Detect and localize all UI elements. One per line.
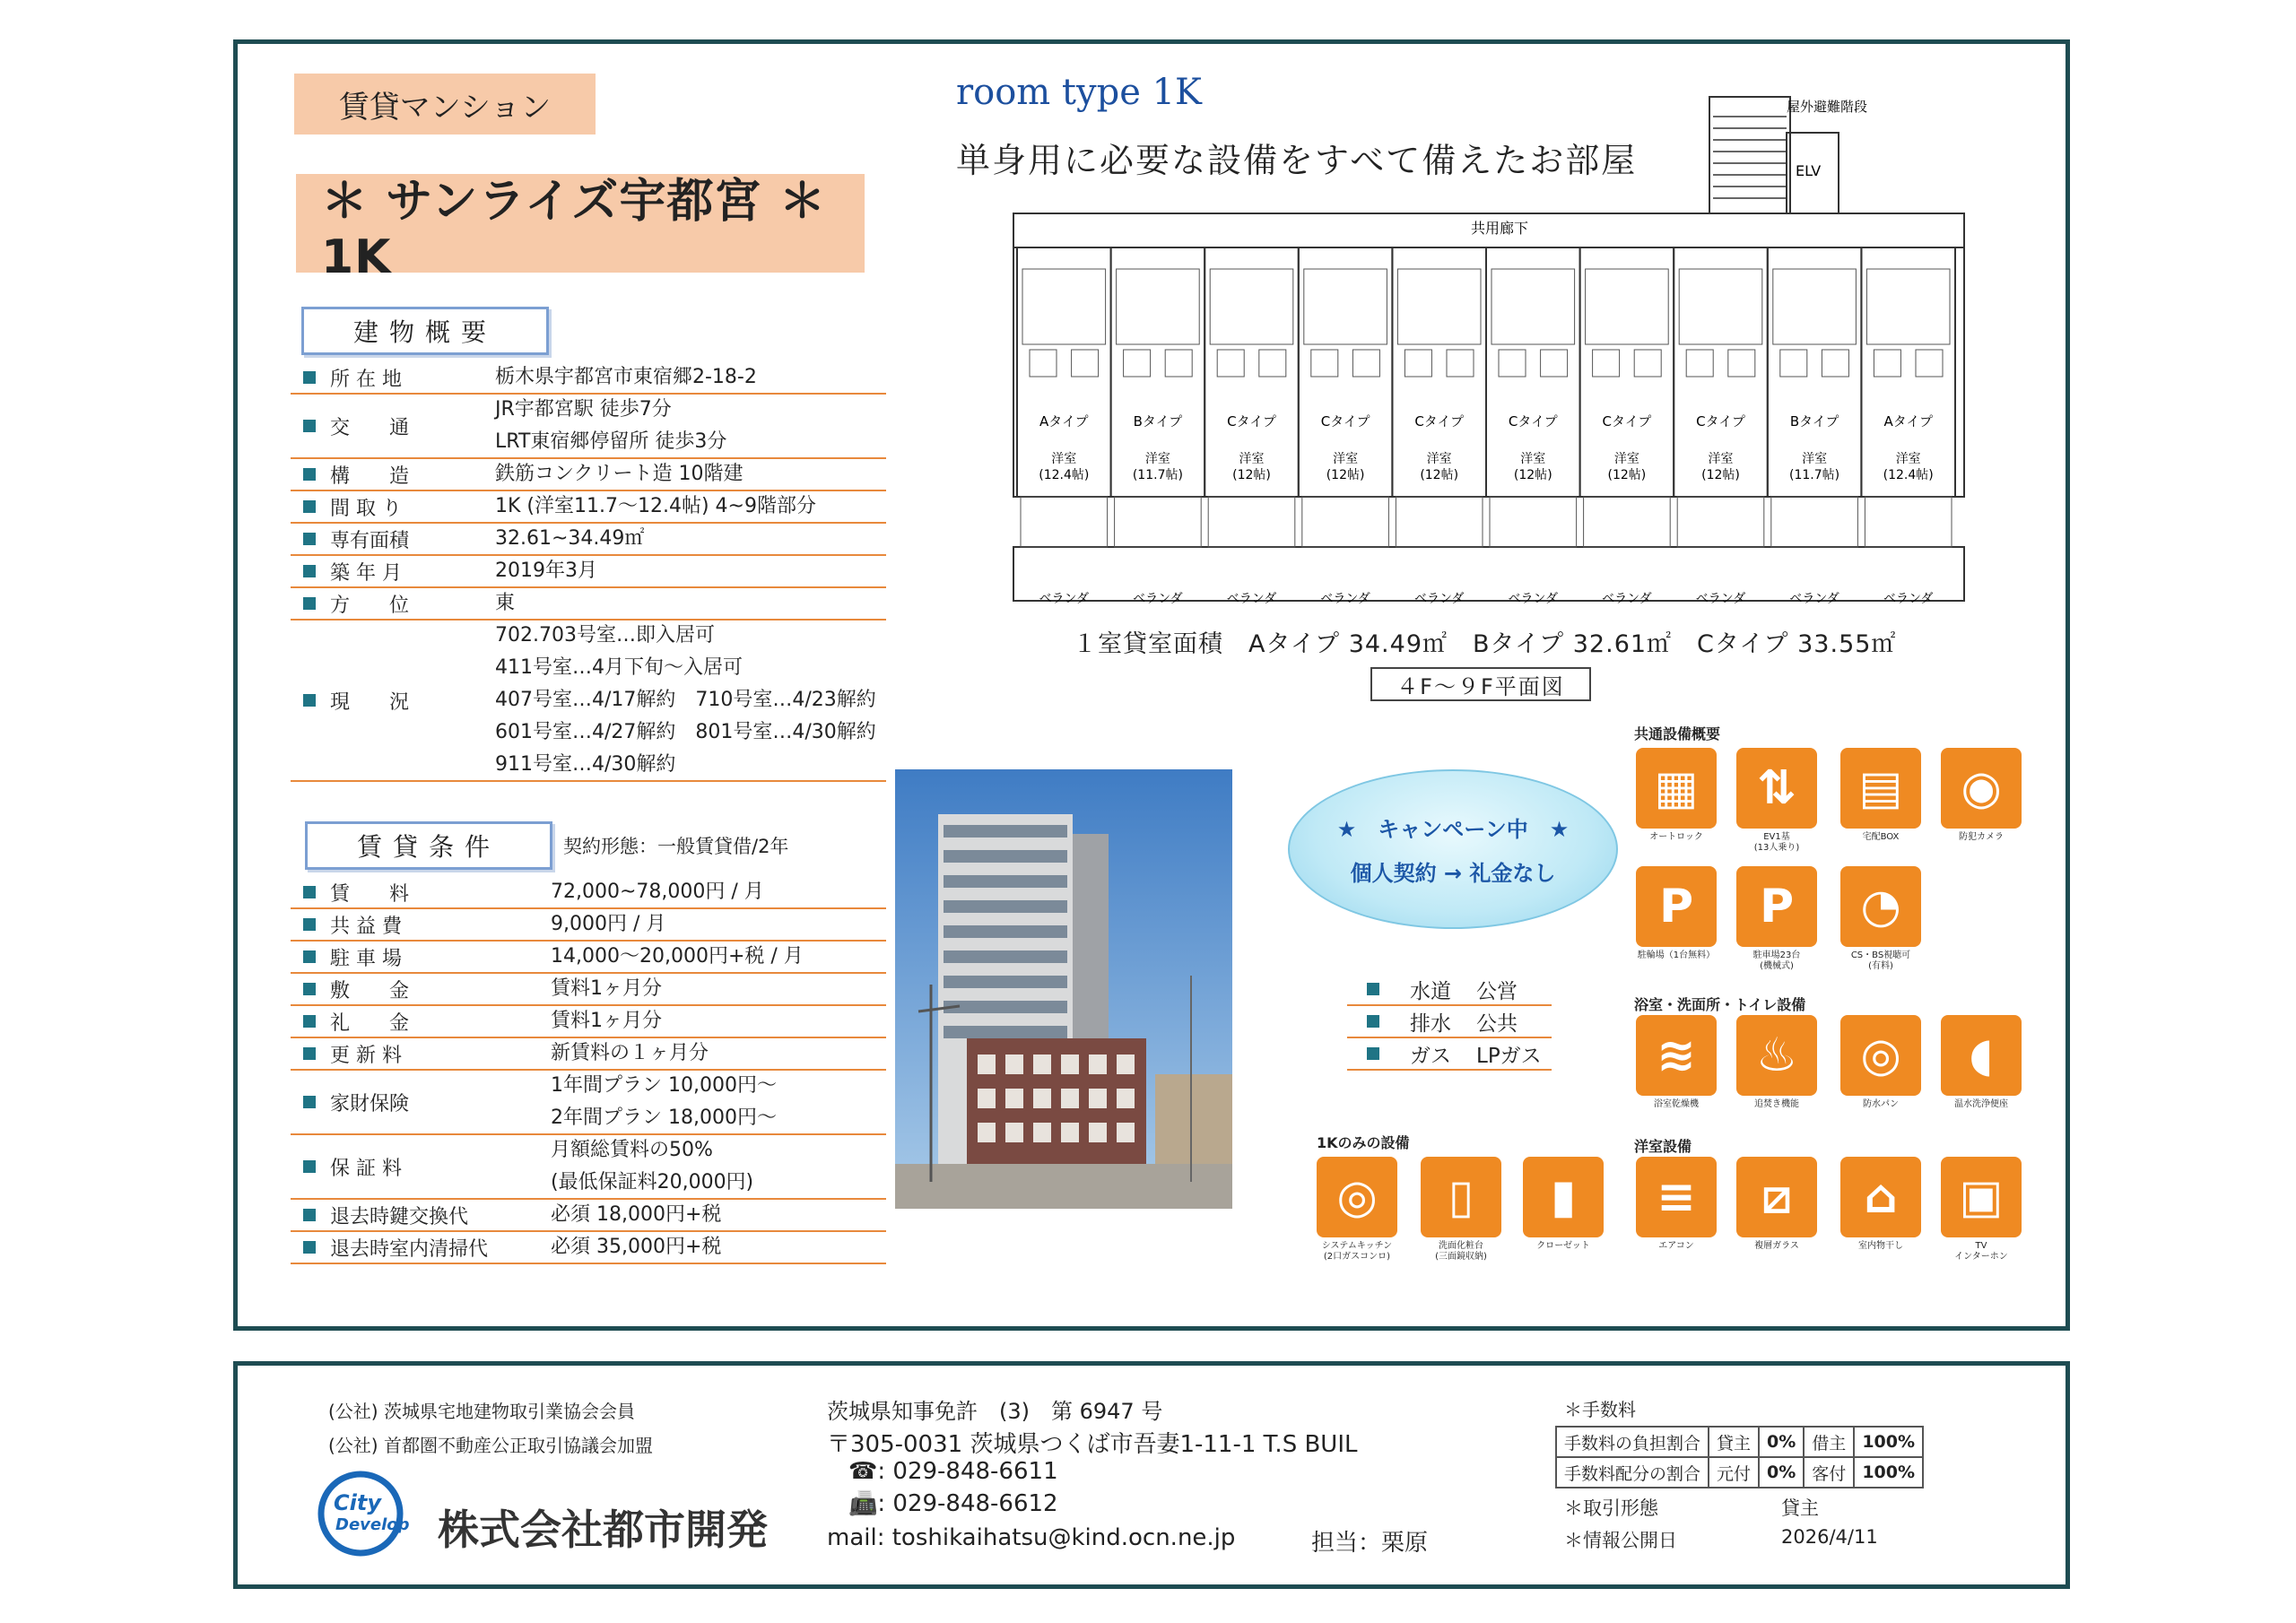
bullet-marker bbox=[303, 565, 316, 577]
bullet-marker bbox=[303, 1015, 316, 1028]
indoor-drying-icon: ⌂ bbox=[1840, 1157, 1921, 1237]
building-label: 現 況 bbox=[330, 690, 410, 714]
floor-plan-unit bbox=[1205, 247, 1299, 606]
utility-row bbox=[1347, 1006, 1552, 1038]
transaction-type-value: 貸主 bbox=[1781, 1497, 1819, 1519]
equipment-item bbox=[1736, 748, 1817, 854]
building-value bbox=[495, 458, 744, 490]
equipment-caption: 宅配BOX bbox=[1862, 832, 1900, 842]
rent-row bbox=[291, 1200, 886, 1232]
bullet-marker bbox=[303, 1096, 316, 1108]
equipment-item bbox=[1636, 866, 1717, 961]
building-value bbox=[495, 490, 816, 523]
equipment-item bbox=[1941, 748, 2022, 843]
bullet-marker bbox=[303, 597, 316, 610]
fee-party-b: 客付 bbox=[1804, 1457, 1854, 1488]
equipment-item bbox=[1636, 1015, 1717, 1110]
bullet-marker bbox=[303, 1241, 316, 1254]
bicycle-parking-icon: P bbox=[1636, 866, 1717, 947]
equipment-item bbox=[1636, 1157, 1717, 1252]
campaign-offer: 個人契約 → 礼金なし bbox=[1350, 861, 1556, 886]
equipment-caption: システムキッチン (2口ガスコンロ) bbox=[1321, 1241, 1393, 1262]
building-value bbox=[495, 555, 597, 587]
unit-type-label: Cタイプ bbox=[1508, 413, 1558, 430]
rent-value bbox=[551, 876, 764, 908]
unit-size-label: (12.4帖) bbox=[1883, 468, 1934, 482]
building-value-line: 東 bbox=[495, 592, 516, 614]
bullet-marker bbox=[303, 918, 316, 931]
fee-label: 手数料の負担割合 bbox=[1556, 1427, 1709, 1457]
building-value-line: 鉄筋コンクリート造 10階建 bbox=[495, 463, 744, 485]
unit-type-label: Cタイプ bbox=[1696, 413, 1745, 430]
campaign-banner bbox=[1288, 769, 1618, 929]
equipment-item bbox=[1736, 1015, 1817, 1110]
security-camera-icon: ◉ bbox=[1941, 748, 2022, 829]
building-label: 所 在 地 bbox=[330, 368, 402, 391]
bullet-marker bbox=[303, 500, 316, 513]
rent-value-line: 14,000～20,000円+税 / 月 bbox=[551, 945, 804, 968]
bullet-marker bbox=[303, 983, 316, 995]
equipment-caption: 防犯カメラ bbox=[1959, 832, 2004, 842]
veranda-label: ベランダ bbox=[1226, 592, 1277, 606]
equipment-item bbox=[1317, 1157, 1397, 1263]
floor-plan-unit bbox=[1017, 247, 1111, 606]
rent-label: 礼 金 bbox=[330, 1011, 410, 1035]
rent-row bbox=[291, 1232, 886, 1264]
floor-plan-unit bbox=[1861, 247, 1955, 606]
utility-row bbox=[1347, 1038, 1552, 1071]
email[interactable]: mail: toshikaihatsu@kind.ocn.ne.jp bbox=[827, 1524, 1236, 1551]
unit-type-label: Cタイプ bbox=[1320, 413, 1370, 430]
veranda-label: ベランダ bbox=[1602, 592, 1652, 606]
unit-type-label: Cタイプ bbox=[1227, 413, 1276, 430]
rent-row bbox=[291, 942, 886, 974]
equipment-caption: 洗面化粧台 (三面鏡収納) bbox=[1435, 1241, 1487, 1262]
floor-plan-unit bbox=[1580, 247, 1674, 606]
bullet-marker bbox=[303, 1047, 316, 1060]
equipment-caption: クローゼット bbox=[1536, 1241, 1590, 1251]
rent-label: 保 証 料 bbox=[330, 1157, 402, 1180]
unit-room-label: 洋室 bbox=[1802, 452, 1828, 466]
building-row bbox=[291, 362, 886, 395]
equipment-heading: 1Kのみの設備 bbox=[1317, 1134, 1410, 1151]
fee-party-b: 借主 bbox=[1804, 1427, 1854, 1457]
rent-label: 退去時鍵交換代 bbox=[330, 1205, 469, 1228]
unit-room-label: 洋室 bbox=[1051, 452, 1077, 466]
equipment-heading: 浴室・洗面所・トイレ設備 bbox=[1634, 996, 1806, 1013]
building-value-line: 411号室…4月下旬～入居可 bbox=[495, 656, 743, 679]
delivery-box-icon: ▤ bbox=[1840, 748, 1921, 829]
unit-type-label: Bタイプ bbox=[1789, 413, 1839, 430]
svg-text:City: City bbox=[334, 1490, 381, 1515]
rent-value bbox=[551, 908, 665, 941]
fax-icon: 📠: bbox=[848, 1490, 886, 1517]
bullet-marker bbox=[303, 533, 316, 545]
tv-intercom-icon: ▣ bbox=[1941, 1157, 2022, 1237]
bidet-toilet-icon: ◖ bbox=[1941, 1015, 2022, 1096]
rent-value-line: (最低保証料20,000円) bbox=[551, 1171, 754, 1193]
bullet-marker bbox=[303, 371, 316, 384]
utility-row bbox=[1347, 974, 1552, 1006]
rent-label: 駐 車 場 bbox=[330, 947, 402, 970]
equipment-item bbox=[1941, 1157, 2022, 1263]
rent-value bbox=[551, 973, 662, 1005]
unit-type-label: Cタイプ bbox=[1414, 413, 1465, 430]
property-type-badge: 賃貸マンション bbox=[294, 74, 596, 135]
campaign-title: ★ キャンペーン中 ★ bbox=[1336, 817, 1570, 842]
unit-size-label: (12帖) bbox=[1701, 468, 1740, 482]
unit-size-label: (12.4帖) bbox=[1039, 468, 1090, 482]
building-value bbox=[495, 523, 644, 555]
fee-label: 手数料配分の割合 bbox=[1556, 1457, 1709, 1488]
fee-heading: ＊手数料 bbox=[1564, 1399, 1636, 1420]
rent-value-line: 賃料1ヶ月分 bbox=[551, 977, 662, 1000]
equipment-heading: 洋室設備 bbox=[1634, 1138, 1692, 1155]
rent-label: 更 新 料 bbox=[330, 1044, 402, 1067]
veranda-label: ベランダ bbox=[1039, 592, 1090, 606]
building-row bbox=[291, 524, 886, 556]
building-value bbox=[495, 361, 757, 394]
building-overview-heading: 建物概要 bbox=[301, 307, 549, 355]
fax: 📠: 029-848-6612 bbox=[848, 1490, 1058, 1517]
equipment-caption: オートロック bbox=[1649, 832, 1703, 842]
rent-value bbox=[551, 1199, 721, 1231]
equipment-caption: 複層ガラス bbox=[1754, 1241, 1799, 1251]
equipment-item bbox=[1840, 1015, 1921, 1110]
equipment-caption: 防水パン bbox=[1863, 1099, 1899, 1109]
unit-room-label: 洋室 bbox=[1426, 452, 1452, 466]
elevator-icon: ⇅ bbox=[1736, 748, 1817, 829]
outdoor-stairs-label: 屋外避難階段 bbox=[1787, 99, 1868, 115]
rent-label: 退去時室内清掃代 bbox=[330, 1237, 489, 1261]
equipment-caption: 駐車場23台 (機械式) bbox=[1752, 950, 1801, 971]
building-value-line: 702.703号室…即入居可 bbox=[495, 624, 715, 647]
unit-size-label: (11.7帖) bbox=[1132, 468, 1183, 482]
equipment-item bbox=[1840, 1157, 1921, 1252]
property-title: ＊ サンライズ宇都宮 ＊ 1K bbox=[296, 174, 865, 273]
rent-row bbox=[291, 1038, 886, 1071]
building-row bbox=[291, 395, 886, 459]
building-value-line: 32.61~34.49㎡ bbox=[495, 527, 645, 550]
bath-dryer-icon: ≋ bbox=[1636, 1015, 1717, 1096]
utility-name: 水道 bbox=[1410, 979, 1451, 1003]
company-logo bbox=[316, 1469, 768, 1558]
room-subtitle: 単身用に必要な設備をすべて備えたお部屋 bbox=[956, 141, 1638, 180]
building-label: 間 取 り bbox=[330, 497, 402, 520]
satellite-tv-icon: ◔ bbox=[1840, 866, 1921, 947]
unit-size-label: (12帖) bbox=[1607, 468, 1647, 482]
building-row bbox=[291, 621, 886, 782]
fee-party-b-value: 100% bbox=[1854, 1457, 1923, 1488]
bullet-marker bbox=[303, 468, 316, 481]
fee-party-b-value: 100% bbox=[1854, 1427, 1923, 1457]
unit-room-label: 洋室 bbox=[1613, 452, 1639, 466]
company-name: 株式会社都市開発 bbox=[438, 1506, 768, 1554]
fee-table bbox=[1555, 1426, 1924, 1488]
rent-value-line: 1年間プラン 10,000円～ bbox=[551, 1074, 777, 1097]
contract-type: 契約形態：一般賃貸借/2年 bbox=[563, 836, 789, 857]
building-label: 方 位 bbox=[330, 594, 410, 617]
veranda-label: ベランダ bbox=[1413, 592, 1465, 606]
unit-room-label: 洋室 bbox=[1708, 452, 1734, 466]
unit-size-label: (12帖) bbox=[1420, 468, 1459, 482]
closet-icon: ▮ bbox=[1523, 1157, 1604, 1237]
utility-name: 排水 bbox=[1410, 1011, 1451, 1036]
intercom-icon: ▦ bbox=[1636, 748, 1717, 829]
bullet-marker bbox=[1367, 983, 1379, 995]
floor-plan-label: ４F～９F平面図 bbox=[1370, 667, 1591, 701]
equipment-item bbox=[1736, 1157, 1817, 1252]
equipment-caption: CS・BS視聴可 (有料) bbox=[1850, 950, 1911, 971]
rent-value-line: 必須 35,000円+税 bbox=[551, 1236, 722, 1258]
room-type-heading: room type 1K bbox=[956, 72, 1202, 113]
publish-date-label: ＊情報公開日 bbox=[1564, 1530, 1677, 1551]
building-value bbox=[495, 620, 876, 781]
rent-value bbox=[551, 1070, 777, 1134]
telephone: ☎: 029-848-6611 bbox=[848, 1458, 1058, 1485]
building-value-line: JR宇都宮駅 徒歩7分 bbox=[495, 398, 672, 421]
equipment-caption: TV インターホン bbox=[1954, 1241, 2008, 1262]
fee-party-a: 元付 bbox=[1709, 1457, 1759, 1488]
rent-value-line: 賃料1ヶ月分 bbox=[551, 1010, 662, 1032]
veranda-label: ベランダ bbox=[1320, 592, 1370, 606]
bullet-marker bbox=[303, 420, 316, 432]
veranda-label: ベランダ bbox=[1508, 592, 1559, 606]
building-value-line: 601号室…4/27解約 801号室…4/30解約 bbox=[495, 721, 876, 743]
rent-value-line: 新賃料の１ヶ月分 bbox=[551, 1042, 709, 1064]
building-value-line: 1K (洋室11.7～12.4帖) 4~9階部分 bbox=[495, 495, 816, 517]
equipment-caption: 温水洗浄便座 bbox=[1954, 1099, 2008, 1109]
rent-row bbox=[291, 909, 886, 942]
publish-date-value: 2026/4/11 bbox=[1781, 1526, 1878, 1548]
unit-type-label: Aタイプ bbox=[1883, 413, 1933, 430]
fee-row bbox=[1556, 1457, 1923, 1488]
double-glass-icon: ⧄ bbox=[1736, 1157, 1817, 1237]
corridor-label: 共用廊下 bbox=[1471, 220, 1529, 237]
rent-label: 賃 料 bbox=[330, 882, 410, 906]
floor-plan-unit bbox=[1111, 247, 1205, 606]
unit-type-label: Cタイプ bbox=[1602, 413, 1652, 430]
veranda-label: ベランダ bbox=[1883, 592, 1934, 606]
rent-label: 共 益 費 bbox=[330, 915, 402, 938]
fee-row bbox=[1556, 1427, 1923, 1457]
rent-value-line: 72,000~78,000円 / 月 bbox=[551, 881, 764, 903]
building-value-line: 911号室…4/30解約 bbox=[495, 753, 676, 776]
building-value bbox=[495, 587, 515, 620]
equipment-item bbox=[1523, 1157, 1604, 1252]
svg-text:Develop: Develop bbox=[335, 1515, 410, 1534]
rent-value-line: 2年間プラン 18,000円～ bbox=[551, 1107, 777, 1129]
transaction-type-label: ＊取引形態 bbox=[1564, 1497, 1658, 1519]
bullet-marker bbox=[1367, 1015, 1379, 1028]
rent-value-line: 月額総賃料の50% bbox=[551, 1139, 713, 1161]
utility-provider: LPガス bbox=[1476, 1044, 1542, 1068]
rent-label: 敷 金 bbox=[330, 979, 410, 1002]
bullet-marker bbox=[303, 694, 316, 707]
floor-plan-unit bbox=[1392, 247, 1486, 606]
building-label: 築 年 月 bbox=[330, 561, 402, 585]
parking-icon: P bbox=[1736, 866, 1817, 947]
veranda-label: ベランダ bbox=[1789, 592, 1839, 606]
equipment-caption: 浴室乾燥機 bbox=[1654, 1099, 1699, 1109]
equipment-caption: 駐輪場（1台無料） bbox=[1637, 950, 1716, 960]
veranda-label: ベランダ bbox=[1695, 592, 1746, 606]
bullet-marker bbox=[303, 1160, 316, 1173]
building-label: 構 造 bbox=[330, 464, 410, 488]
unit-room-label: 洋室 bbox=[1144, 452, 1170, 466]
utility-provider: 公営 bbox=[1476, 979, 1518, 1003]
unit-size-label: (12帖) bbox=[1232, 468, 1271, 482]
washer-pan-icon: ◎ bbox=[1840, 1015, 1921, 1096]
equipment-item bbox=[1840, 748, 1921, 843]
rent-row bbox=[291, 1135, 886, 1200]
unit-size-label: (12帖) bbox=[1326, 468, 1365, 482]
unit-size-label: (11.7帖) bbox=[1789, 468, 1840, 482]
rent-value-line: 9,000円 / 月 bbox=[551, 913, 666, 935]
equipment-caption: エアコン bbox=[1658, 1241, 1694, 1251]
unit-room-label: 洋室 bbox=[1520, 452, 1546, 466]
utility-name: ガス bbox=[1410, 1044, 1451, 1068]
fee-party-a-value: 0% bbox=[1759, 1457, 1804, 1488]
unit-size-label: (12帖) bbox=[1513, 468, 1552, 482]
building-value-line: 栃木県宇都宮市東宿郷2-18-2 bbox=[495, 366, 757, 388]
building-value-line: 2019年3月 bbox=[495, 560, 597, 582]
floor-plan-unit bbox=[1299, 247, 1393, 606]
building-label: 交 通 bbox=[330, 416, 410, 439]
rent-row bbox=[291, 877, 886, 909]
air-conditioner-icon: ≡ bbox=[1636, 1157, 1717, 1237]
bullet-marker bbox=[303, 950, 316, 963]
equipment-caption: 室内物干し bbox=[1858, 1241, 1903, 1251]
building-row bbox=[291, 491, 886, 524]
bullet-marker bbox=[303, 886, 316, 898]
reheat-bath-icon: ♨ bbox=[1736, 1015, 1817, 1096]
rent-value bbox=[551, 1037, 709, 1070]
equipment-item bbox=[1421, 1157, 1501, 1263]
equipment-item bbox=[1941, 1015, 2022, 1110]
room-area-summary: １室貸室面積 Aタイプ 34.49㎡ Bタイプ 32.61㎡ Cタイプ 33.55㎡ bbox=[1073, 630, 1897, 658]
building-value-line: 407号室…4/17解約 710号室…4/23解約 bbox=[495, 689, 876, 711]
equipment-item bbox=[1636, 748, 1717, 843]
license-number: 茨城県知事免許 (3) 第 6947 号 bbox=[827, 1399, 1163, 1424]
floor-plan-unit bbox=[1486, 247, 1580, 606]
rent-value bbox=[551, 941, 804, 973]
bullet-marker bbox=[1367, 1047, 1379, 1060]
floor-plan-unit bbox=[1768, 247, 1862, 606]
elevator-label: ELV bbox=[1796, 162, 1822, 179]
rent-value-line: 必須 18,000円+税 bbox=[551, 1203, 722, 1226]
rent-row bbox=[291, 1006, 886, 1038]
floor-plan bbox=[1004, 90, 1973, 610]
association-membership-1: (公社) 茨城県宅地建物取引業協会会員 bbox=[328, 1401, 635, 1422]
phone-icon: ☎: bbox=[848, 1458, 886, 1485]
floor-plan-unit bbox=[1674, 247, 1768, 606]
veranda-label: ベランダ bbox=[1133, 592, 1183, 606]
equipment-heading: 共通設備概要 bbox=[1634, 725, 1721, 742]
system-kitchen-icon: ◎ bbox=[1317, 1157, 1397, 1237]
rent-row bbox=[291, 974, 886, 1006]
rent-value bbox=[551, 1005, 662, 1037]
fee-party-a: 貸主 bbox=[1709, 1427, 1759, 1457]
company-address: 〒305-0031 茨城県つくば市吾妻1-11-1 T.S BUIL bbox=[827, 1431, 1358, 1458]
equipment-item bbox=[1736, 866, 1817, 972]
unit-type-label: Bタイプ bbox=[1133, 413, 1183, 430]
unit-type-label: Aタイプ bbox=[1039, 413, 1089, 430]
bullet-marker bbox=[303, 1209, 316, 1221]
building-label: 専有面積 bbox=[330, 529, 410, 552]
equipment-caption: EV1基 (13人乗り) bbox=[1753, 832, 1800, 853]
equipment-item bbox=[1840, 866, 1921, 972]
building-row bbox=[291, 459, 886, 491]
building-photo bbox=[895, 769, 1232, 1209]
building-row bbox=[291, 588, 886, 621]
equipment-caption: 追焚き機能 bbox=[1754, 1099, 1799, 1109]
building-row bbox=[291, 556, 886, 588]
rent-value bbox=[551, 1134, 753, 1199]
rental-terms-heading: 賃貸条件 bbox=[305, 821, 552, 870]
building-value bbox=[495, 394, 726, 458]
unit-room-label: 洋室 bbox=[1895, 452, 1921, 466]
rent-label: 家財保険 bbox=[330, 1092, 410, 1115]
rent-value bbox=[551, 1231, 721, 1263]
staff-contact: 担当：栗原 bbox=[1311, 1530, 1429, 1557]
association-membership-2: (公社) 首都圏不動産公正取引協議会加盟 bbox=[328, 1435, 653, 1456]
vanity-icon: ▯ bbox=[1421, 1157, 1501, 1237]
unit-room-label: 洋室 bbox=[1239, 452, 1265, 466]
rent-row bbox=[291, 1071, 886, 1135]
building-value-line: LRT東宿郷停留所 徒歩3分 bbox=[495, 430, 727, 453]
fee-party-a-value: 0% bbox=[1759, 1427, 1804, 1457]
unit-room-label: 洋室 bbox=[1333, 452, 1359, 466]
utility-provider: 公共 bbox=[1476, 1011, 1518, 1036]
